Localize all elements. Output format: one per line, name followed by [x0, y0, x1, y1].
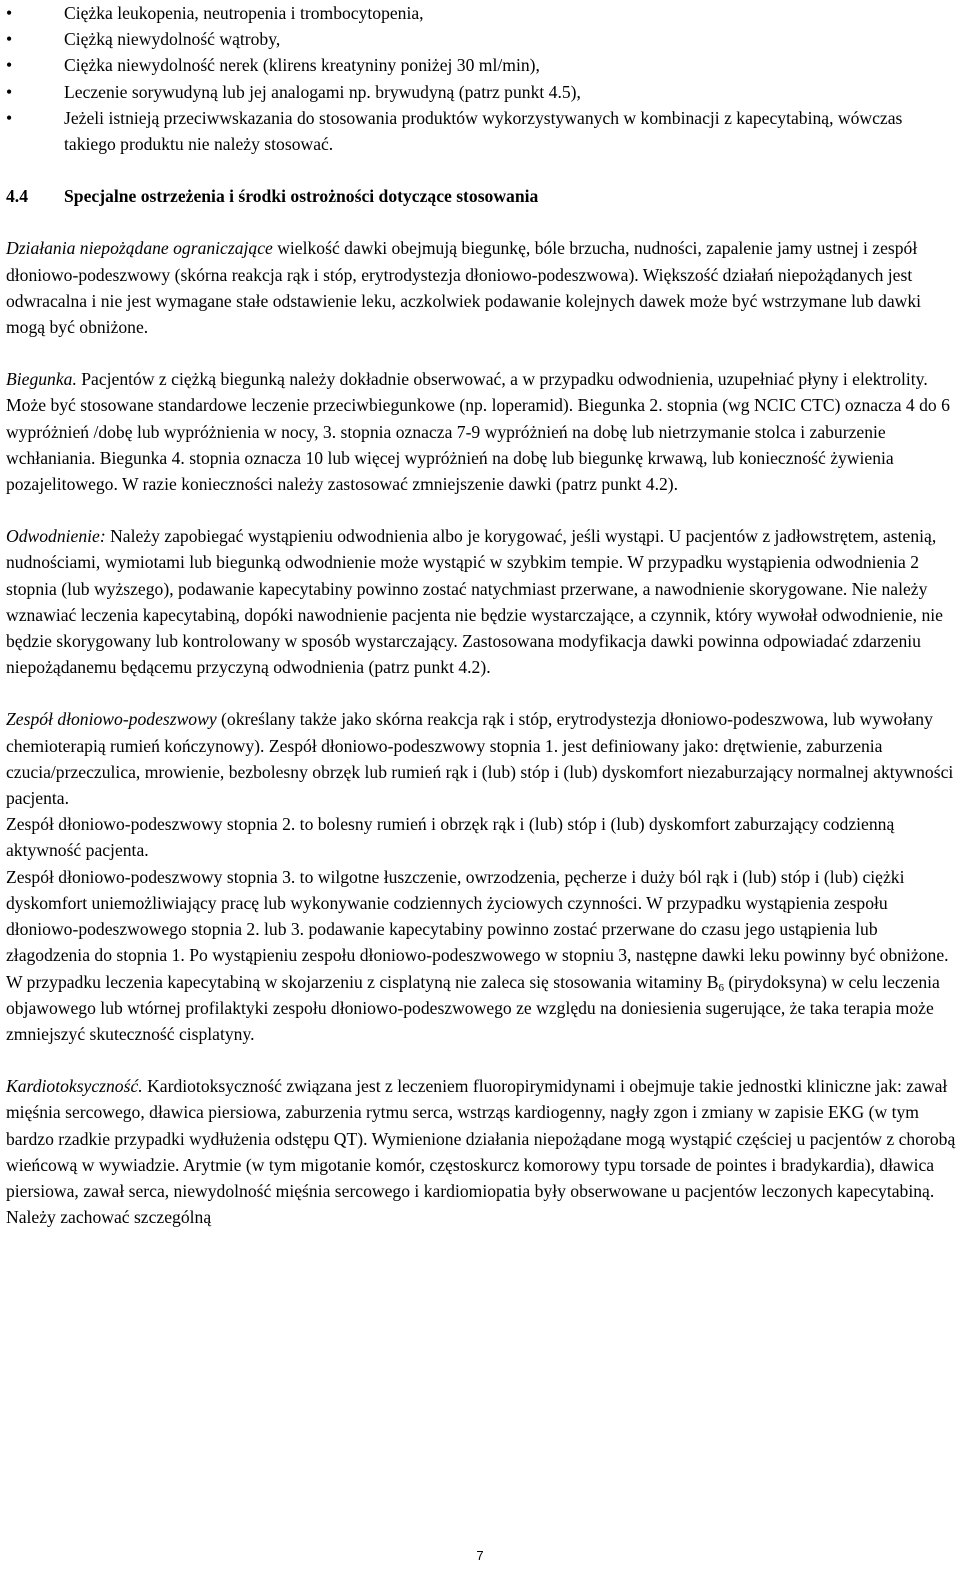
paragraph-hand-foot-grade-2: Zespół dłoniowo-podeszwowy stopnia 2. to bolesny rumień i obrzęk rąk i (lub) stóp i (lub) dyskomfort zaburzający codzienną aktywność pacjenta.: [6, 814, 895, 861]
list-item: • Ciężka niewydolność nerek (klirens kreatyniny poniżej 30 ml/min),: [6, 52, 956, 78]
paragraph-lead: Kardiotoksyczność.: [6, 1076, 143, 1097]
list-item: • Jeżeli istnieją przeciwwskazania do stosowania produktów wykorzystywanych w kombinacji z kapecytabiną, wówczas takiego produktu nie należy stosować.: [6, 105, 956, 157]
section-number: 4.4: [6, 186, 28, 207]
paragraph-lead: Biegunka.: [6, 369, 77, 390]
document-page: [6, 0, 956, 1230]
bullet-icon: •: [6, 81, 13, 102]
list-item: • Ciężką niewydolność wątroby,: [6, 26, 956, 52]
list-item: • Leczenie sorywudyną lub jej analogami np. brywudyną (patrz punkt 4.5),: [6, 79, 956, 105]
paragraph-cardiotoxicity: Kardiotoksyczność. Kardiotoksyczność związana jest z leczeniem fluoropirymidynami i obejmuje takie jednostki kliniczne jak: zawał mięśnia sercowego, dławica piersiowa, zaburzenia rytmu serca, wstrząs kardiogenny, nagły zgon i zmiany w zapisie EKG (w tym bardzo rzadkie przypadki wydłużenia odstępu QT). Wymienione działania niepożądane mogą wystąpić częściej u pacjentów z chorobą wieńcową w wywiadzie. Arytmie (w tym migotanie komór, częstoskurcz komorowy typu torsade de pointes i bradykardia), dławica piersiowa, zawał serca, niewydolność mięśnia sercowego i kardiomiopatia były obserwowane u pacjentów leczonych kapecytabiną. Należy zachować szczególną: [6, 1076, 956, 1228]
bullet-icon: •: [6, 55, 13, 76]
list-item: • Ciężka leukopenia, neutropenia i trombocytopenia,: [6, 0, 956, 26]
bullet-icon: •: [6, 29, 13, 50]
paragraph-lead: Odwodnienie:: [6, 526, 106, 547]
section-heading: [6, 183, 956, 209]
paragraph-hand-foot-grade-3: Zespół dłoniowo-podeszwowy stopnia 3. to wilgotne łuszczenie, owrzodzenia, pęcherze i duży ból rąk i (lub) stóp i (lub) ciężki dyskomfort uniemożliwiający pracę lub wykonywanie codziennych życiowych czynności. W przypadku wystąpienia zespołu dłoniowo-podeszwowego stopnia 2. lub 3. podawanie kapecytabiny powinno zostać przerwane do czasu jego ustąpienia lub złagodzenia do stopnia 1. Po wystąpieniu zespołu dłoniowo-podeszwowego w stopniu 3, następne dawki leku powinny być obniżone. W przypadku leczenia kapecytabiną w skojarzeniu z cisplatyną nie zaleca się stosowania witaminy $B_6$ (pirydoksyna) w celu leczenia objawowego lub wtórnej profilaktyki zespołu dłoniowo-podeszwowego ze względu na doniesienia sugerujące, że taka terapia może zmniejszyć skuteczność cisplatyny.: [6, 866, 949, 1044]
page-number: 7: [476, 1548, 484, 1563]
paragraph-dehydration: Odwodnienie: Należy zapobiegać wystąpieniu odwodnienia albo je korygować, jeśli wystąpi. U pacjentów z jadłowstrętem, astenią, nudnościami, wymiotami lub biegunką odwodnienie może wystąpić w szybkim tempie. W przypadku wystąpienia odwodnienia 2 stopnia (lub wyższego), podawanie kapecytabiny powinno zostać natychmiast przerwane, a nawodnienie skorygowane. Nie należy wznawiać leczenia kapecytabiną, dopóki nawodnienie pacjenta nie będzie wystarczające, a czynnik, który wywołał odwodnienie, nie będzie skorygowany lub kontrolowany w sposób wystarczający. Zastosowana modyfikacja dawki powinna odpowiadać zdarzeniu niepożądanemu będącemu przyczyną odwodnienia (patrz punkt 4.2).: [6, 526, 943, 678]
bullet-icon: •: [6, 107, 13, 128]
paragraph-hand-foot-syndrome: Zespół dłoniowo-podeszwowy (określany także jako skórna reakcja rąk i stóp, erytrodystezja dłoniowo-podeszwowa, lub wywołany chemioterapią rumień kończynowy). Zespół dłoniowo-podeszwowy stopnia 1. jest definiowany jako: drętwienie, zaburzenia czucia/przeczulica, mrowienie, bezbolesny obrzęk lub rumień rąk i (lub) stóp i (lub) dyskomfort niezaburzający normalnej aktywności pacjenta.: [6, 709, 954, 809]
contraindications-list: [6, 0, 956, 157]
section-title: Specjalne ostrzeżenia i środki ostrożności dotyczące stosowania: [64, 186, 539, 207]
paragraph-dose-limiting: Działania niepożądane ograniczające wielkość dawki obejmują biegunkę, bóle brzucha, nudności, zapalenie jamy ustnej i zespół dłoniowo-podeszwowy (skórna reakcja rąk i stóp, erytrodystezja dłoniowo-podeszwowa). Większość działań niepożądanych jest odwracalna i nie jest wymagane stałe odstawienie leku, aczkolwiek podawanie kolejnych dawek może być wstrzymane lub dawki mogą być obniżone.: [6, 238, 922, 338]
paragraph-diarrhea: Biegunka. Pacjentów z ciężką biegunką należy dokładnie obserwować, a w przypadku odwodnienia, uzupełniać płyny i elektrolity. Może być stosowane standardowe leczenie przeciwbiegunkowe (np. loperamid). Biegunka 2. stopnia (wg NCIC CTC) oznacza 4 do 6 wypróżnień /dobę lub wypróżnienia w nocy, 3. stopnia oznacza 7-9 wypróżnień na dobę lub nietrzymanie stolca i zaburzenie wchłaniania. Biegunka 4. stopnia oznacza 10 lub więcej wypróżnień na dobę lub biegunkę krwawą, lub konieczność żywienia pozajelitowego. W razie konieczności należy zastosować zmniejszenie dawki (patrz punkt 4.2).: [6, 369, 950, 495]
paragraph-lead: Działania niepożądane ograniczające: [6, 238, 273, 259]
bullet-icon: •: [6, 3, 13, 23]
paragraph-lead: Zespół dłoniowo-podeszwowy: [6, 709, 217, 730]
